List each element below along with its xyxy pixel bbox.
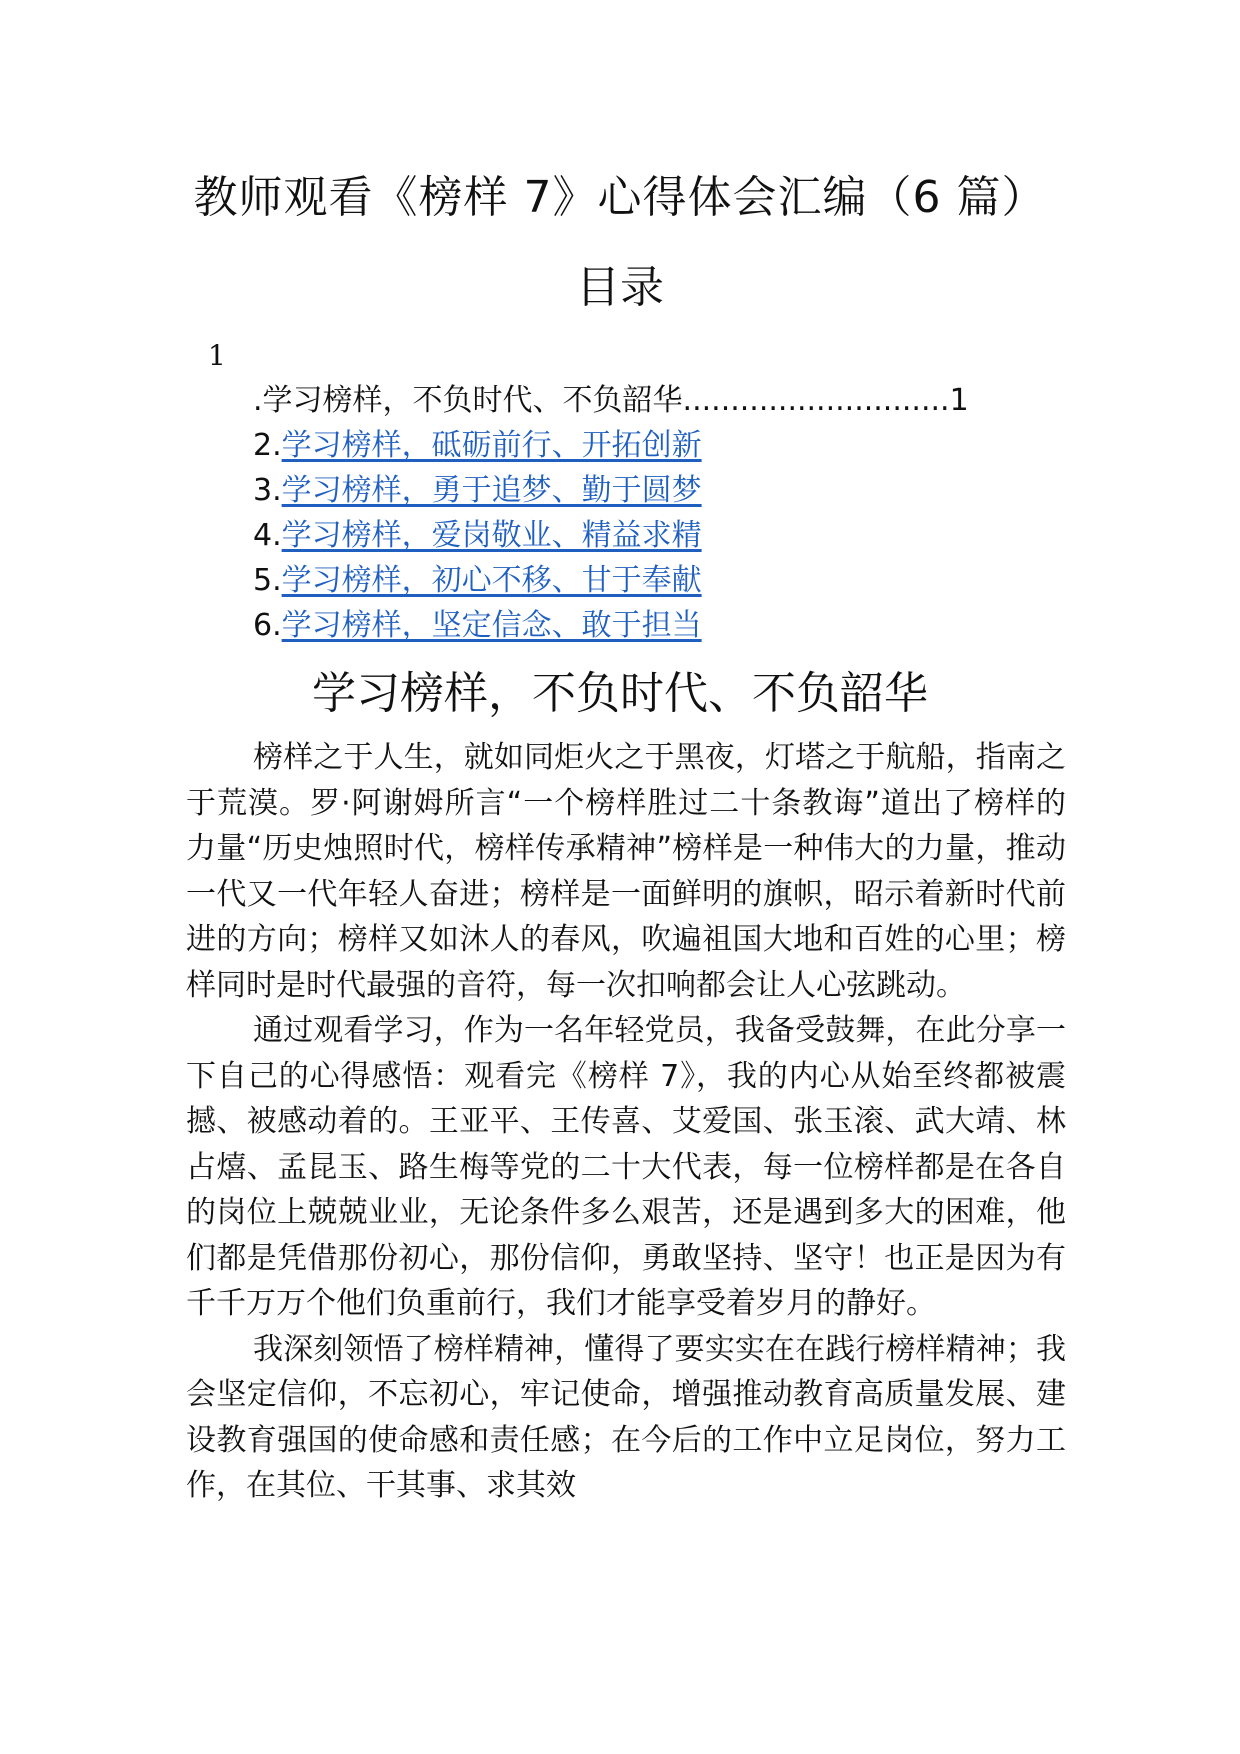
toc-item-text: .学习榜样，不负时代、不负韶华 bbox=[253, 383, 683, 418]
toc-item-number: 3. bbox=[253, 473, 282, 508]
table-of-contents bbox=[253, 378, 1053, 648]
toc-item-4 bbox=[253, 513, 1053, 558]
toc-page-number: 1 bbox=[949, 383, 969, 418]
toc-item-1[interactable] bbox=[253, 378, 1053, 423]
document-title: 教师观看《榜样 7》心得体会汇编（6 篇） bbox=[193, 172, 1047, 223]
section-title: 学习榜样，不负时代、不负韶华 bbox=[312, 668, 928, 719]
toc-dot-leader: ............................ bbox=[682, 383, 950, 418]
toc-item-3 bbox=[253, 468, 1053, 513]
toc-item-6 bbox=[253, 603, 1053, 648]
toc-item-number: 2. bbox=[253, 428, 282, 463]
paragraph: 榜样之于人生，就如同炬火之于黑夜，灯塔之于航船，指南之于荒漠。罗·阿谢姆所言“一个榜样胜过二十条教诲”道出了榜样的力量“历史烛照时代，榜样传承精神”榜样是一种伟大的力量，推动一代又一代年轻人奋进；榜样是一面鲜明的旗帜，昭示着新时代前进的方向；榜样又如沐人的春风，吹遍祖国大地和百姓的心里；榜样同时是时代最强的音符，每一次扣响都会让人心弦跳动。 bbox=[186, 740, 1066, 1003]
body-text bbox=[186, 735, 1066, 1509]
toc-item-number: 5. bbox=[253, 563, 282, 598]
toc-marker: 1 bbox=[208, 339, 226, 372]
toc-item-5 bbox=[253, 558, 1053, 603]
toc-link-2[interactable]: 学习榜样，砥砺前行、开拓创新 bbox=[281, 428, 702, 463]
toc-link-4[interactable]: 学习榜样，爱岗敬业、精益求精 bbox=[281, 518, 702, 553]
toc-item-2 bbox=[253, 423, 1053, 468]
paragraph: 通过观看学习，作为一名年轻党员，我备受鼓舞，在此分享一下自己的心得感悟：观看完《榜样 7》，我的内心从始至终都被震撼、被感动着的。王亚平、王传喜、艾爱国、张玉滚、武大靖、林占熺、孟昆玉、路生梅等党的二十大代表，每一位榜样都是在各自的岗位上兢兢业业，无论条件多么艰苦，还是遇到多大的困难，他们都是凭借那份初心，那份信仰，勇敢坚持、坚守！也正是因为有千千万万个他们负重前行，我们才能享受着岁月的静好。 bbox=[186, 1013, 1066, 1321]
toc-link-5[interactable]: 学习榜样，初心不移、甘于奉献 bbox=[281, 563, 702, 598]
paragraph: 我深刻领悟了榜样精神，懂得了要实实在在践行榜样精神；我会坚定信仰，不忘初心，牢记使命，增强推动教育高质量发展、建设教育强国的使命感和责任感；在今后的工作中立足岗位，努力工作，在其位、干其事、求其效 bbox=[186, 1331, 1066, 1503]
toc-link-3[interactable]: 学习榜样，勇于追梦、勤于圆梦 bbox=[281, 473, 702, 508]
toc-item-number: 4. bbox=[253, 518, 282, 553]
toc-link-6[interactable]: 学习榜样，坚定信念、敢于担当 bbox=[281, 608, 702, 643]
toc-heading: 目录 bbox=[576, 262, 664, 313]
toc-item-number: 6. bbox=[253, 608, 282, 643]
